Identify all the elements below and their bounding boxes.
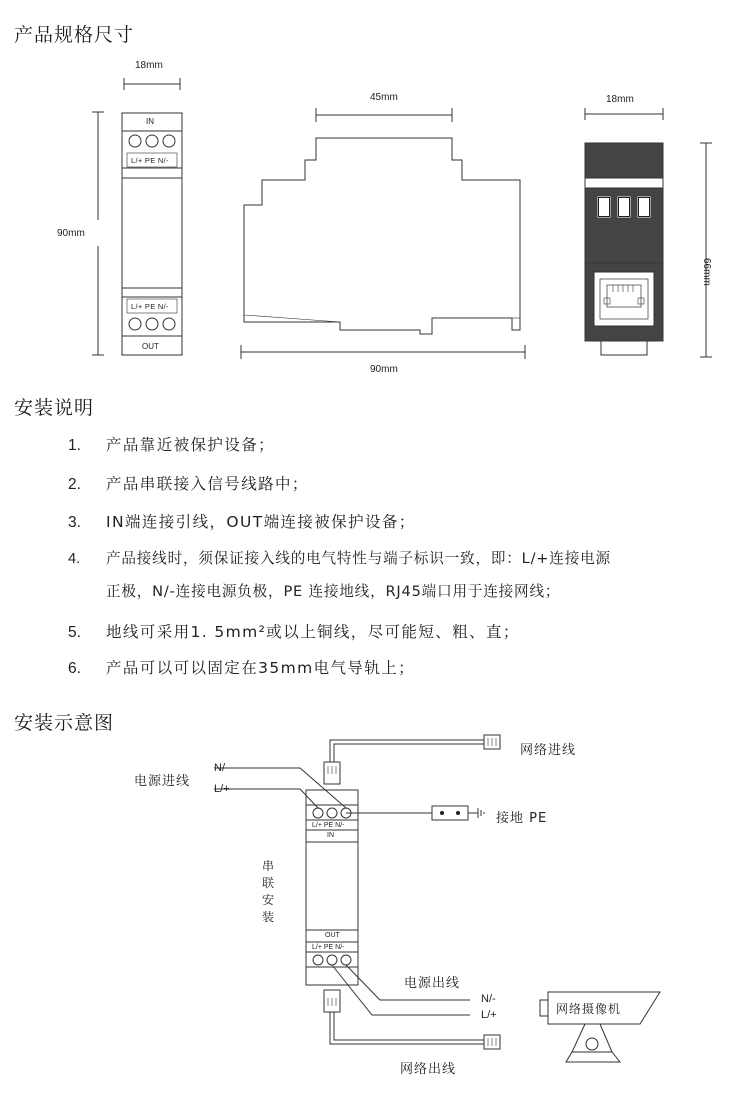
diagram-section-title: 安装示意图 <box>14 712 115 734</box>
instruction-text: 产品串联接入信号线路中； <box>106 475 309 493</box>
instruction-item-4 <box>68 547 611 568</box>
instruction-text: 产品可以可以固定在35mm电气导轨上； <box>106 659 416 677</box>
network-out-label: 网络出线 <box>400 1062 457 1077</box>
front-bottom-terminals: L/+ PE N/- <box>131 302 169 311</box>
front-height-dimension: 90mm <box>57 228 85 239</box>
dimension-drawings <box>0 55 750 375</box>
side-top-dimension: 45mm <box>370 92 398 103</box>
front-out-label: OUT <box>142 342 159 351</box>
series-install-label: 串联安装 <box>262 859 276 924</box>
instruction-item-5 <box>68 620 520 642</box>
power-out-label: 电源出线 <box>404 976 461 991</box>
network-camera-label: 网络摄像机 <box>556 1002 622 1016</box>
instruction-item-2 <box>68 472 309 494</box>
diagram-in-label: IN <box>327 832 334 839</box>
instruction-item-1 <box>68 433 275 455</box>
power-in-label: 电源进线 <box>134 774 191 789</box>
right-height-dimension: 66mm <box>701 258 712 286</box>
diagram-bottom-terminals: L/+ PE N/- <box>312 944 345 951</box>
diagram-out-label: OUT <box>325 932 340 939</box>
instruction-item-6 <box>68 656 415 678</box>
instruction-number: 6. <box>68 660 81 677</box>
instruction-number: 5. <box>68 624 81 641</box>
right-width-dimension: 18mm <box>606 94 634 105</box>
front-width-dimension: 18mm <box>135 60 163 71</box>
instruction-text: 产品接线时，须保证接入线的电气特性与端子标识一致，即：L/+连接电源 <box>106 550 611 567</box>
instruction-number: 3. <box>68 514 81 531</box>
network-in-label: 网络进线 <box>520 743 577 758</box>
instruction-item-4-continued: 正极，N/-连接电源负极，PE 连接地线，RJ45端口用于连接网线； <box>106 583 561 600</box>
wiring-diagram <box>0 730 750 1095</box>
instruction-number: 4. <box>68 551 81 567</box>
front-top-terminals: L/+ PE N/- <box>131 156 169 165</box>
power-out-l-label: L/+ <box>481 1009 497 1021</box>
power-in-n-label: N/- <box>214 762 229 774</box>
install-section-title: 安装说明 <box>14 397 95 419</box>
instruction-text: 地线可采用1. 5mm²或以上铜线，尽可能短、粗、直； <box>106 623 520 641</box>
spec-section-title: 产品规格尺寸 <box>14 24 135 46</box>
ground-pe-label: 接地 PE <box>496 811 548 826</box>
instruction-number: 2. <box>68 476 81 493</box>
diagram-top-terminals: L/+ PE N/- <box>312 822 345 829</box>
instruction-text: IN端连接引线，OUT端连接被保护设备； <box>106 513 416 531</box>
instruction-text: 产品靠近被保护设备； <box>106 436 276 454</box>
power-out-n-label: N/- <box>481 993 496 1005</box>
power-in-l-label: L/+ <box>214 783 230 795</box>
side-bottom-dimension: 90mm <box>370 364 398 375</box>
instruction-item-3 <box>68 510 416 532</box>
instruction-number: 1. <box>68 437 81 454</box>
front-in-label: IN <box>146 117 154 126</box>
